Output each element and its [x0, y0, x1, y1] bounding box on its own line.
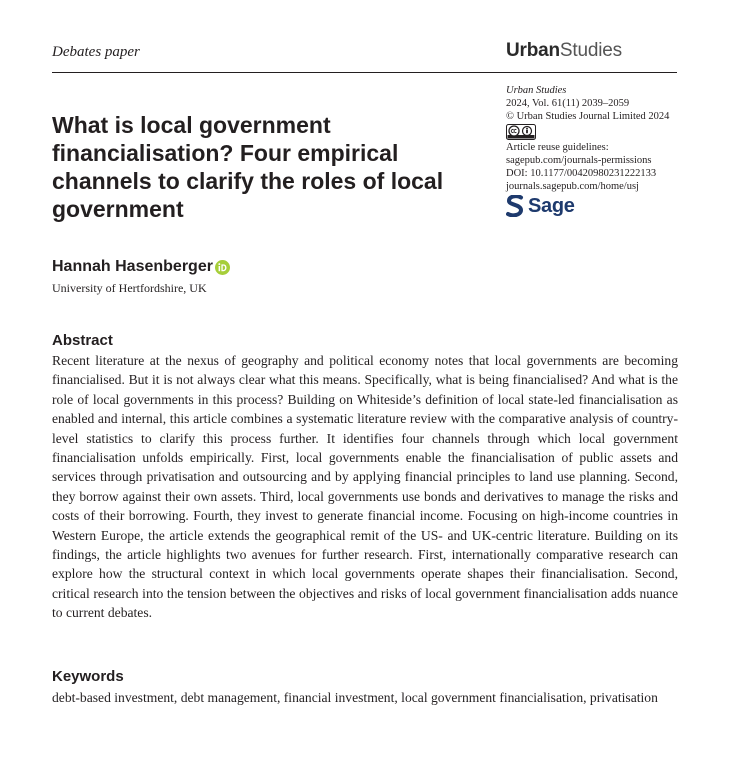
article-title: What is local government financialisation? Four empirical channels to clarify the roles of local government	[52, 112, 444, 222]
meta-journal: Urban Studies	[506, 85, 567, 96]
journal-logo-part2: Studies	[559, 40, 622, 61]
publisher-logo	[506, 195, 669, 217]
author-name: Hannah Hasenberger	[52, 258, 213, 275]
author-affiliation: University of Hertfordshire, UK	[52, 281, 207, 295]
meta-volume: 2024, Vol. 61(11) 2039–2059	[506, 98, 630, 109]
section-label: Debates paper	[52, 44, 140, 60]
meta-doi[interactable]: DOI: 10.1177/00420980231222133	[506, 168, 657, 179]
author-block	[52, 258, 230, 276]
publisher-name: Sage	[528, 194, 575, 217]
meta-copyright: © Urban Studies Journal Limited 2024	[506, 111, 670, 122]
orcid-icon[interactable]	[215, 260, 230, 275]
abstract-heading: Abstract	[52, 332, 113, 349]
meta-journal-url[interactable]: journals.sagepub.com/home/usj	[506, 181, 639, 192]
sage-s-icon	[506, 195, 524, 217]
abstract-text: Recent literature at the nexus of geography and political economy notes that local governments are becoming financialised. But it is not always clear what this means. Specifically, what is being financialised? And what is the role of local governments in this process? Building on Whiteside’s definition of local state-led financialisation as enabled and internal, this article combines a systematic literature review with the comparative analysis of country-level statistics to clarify this process further. It identifies four channels through which local government financialisation unfolds empirically. First, local governments enable the financialisation of public assets and services through privatisation and outsourcing and by applying financial principles to land use planning. Second, they borrow against their own assets. Third, local governments use bonds and derivatives to manage the risks and costs of their borrowing. Fourth, they invest to generate financial income. Focusing on high-income countries in Western Europe, the article extends the geographical remit of the US- and UK-centric literature. Building on its findings, the article highlights two avenues for further research. First, internationally comparative research can explore how the structural context in which local governments operate shapes their financialisation. Second, critical research into the tension between the objectives and risks of local government financialisation adds nuance to current debates.	[52, 353, 678, 621]
cc-license-icon[interactable]	[506, 124, 669, 140]
keywords-heading: Keywords	[52, 668, 124, 685]
article-meta	[506, 84, 669, 217]
meta-reuse-label: Article reuse guidelines:	[506, 142, 609, 153]
journal-logo	[506, 40, 622, 62]
keywords-text: debt-based investment, debt management, financial investment, local government financialisation, privatisation	[52, 690, 658, 705]
meta-permissions-link[interactable]: sagepub.com/journals-permissions	[506, 155, 652, 166]
header-rule	[52, 72, 677, 73]
journal-logo-part1: Urban	[506, 40, 560, 61]
